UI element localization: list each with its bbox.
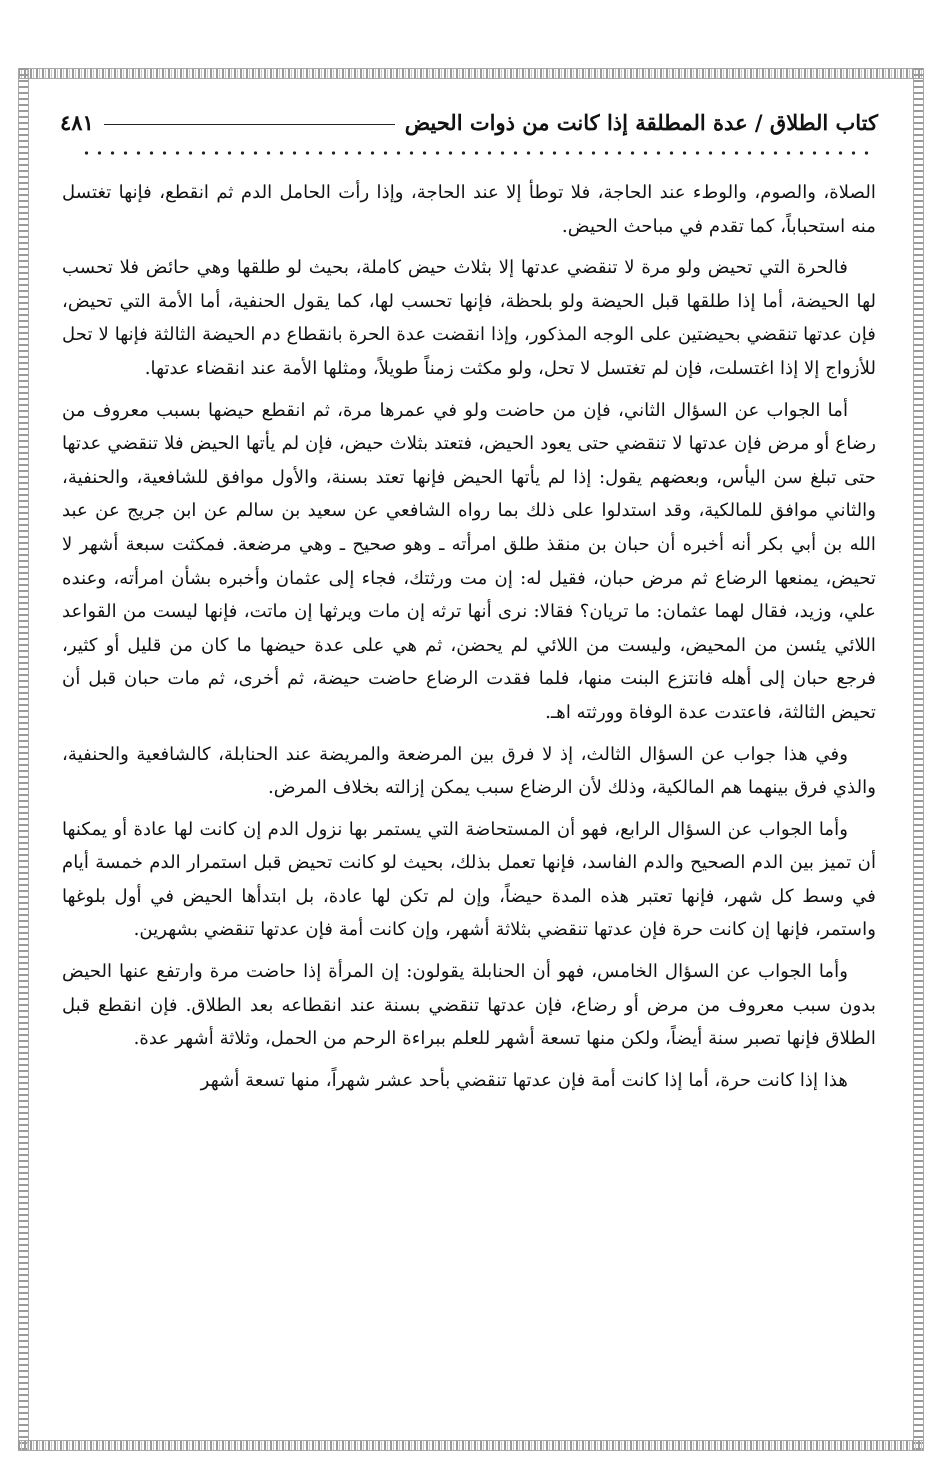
page-number: ٤٨١ <box>60 109 94 135</box>
paragraph: أما الجواب عن السؤال الثاني، فإن من حاضت ولو في عمرها مرة، ثم انقطع حيضها بسبب معروف من رضاع أو مرض فإن عدتها لا تنقضي حتى يعود الحيض، فتعتد بثلاث حيض، فإن لم يأتها الحيض فلا تنقضي عدتها حتى تبلغ سن اليأس، وبعضهم يقول: إذا لم يأتها الحيض فإنها تعتد بسنة، والأول موافق للشافعية، والحنفية، والثاني موافق للمالكية، وقد استدلوا على ذلك بما رواه الشافعي عن سعيد بن سالم عن ابن جريج عن عبد الله بن أبي بكر أنه أخبره أن حبان بن منقذ طلق امرأته ـ وهو صحيح ـ وهي مرضعة. فمكثت سبعة أشهر لا تحيض، يمنعها الرضاع ثم مرض حبان، فقيل له: إن مت ورثتك، فجاء إلى عثمان وأخبره بشأن امرأته، وعنده علي، وزيد، فقال لهما عثمان: ما تريان؟ فقالا: نرى أنها ترثه إن مات ويرثها إن ماتت، فإنها ليست من القواعد اللائي يئسن من المحيض، وليست من اللائي لم يحضن، ثم هي على عدة حيضها ما كان من قليل أو كثير، فرجع حبان إلى أهله فانتزع البنت منها، فلما فقدت الرضاع حاضت حيضة، ثم أخرى، ثم مات حبان قبل أن تحيض الثالثة، فاعتدت عدة الوفاة وورثته اهـ. <box>62 399 876 723</box>
page-border-bottom <box>18 1440 924 1451</box>
paragraph: هذا إذا كانت حرة، أما إذا كانت أمة فإن عدتها تنقضي بأحد عشر شهراً، منها تسعة أشهر <box>200 1069 848 1091</box>
page-border-top <box>18 68 924 79</box>
paragraph: الصلاة، والصوم، والوطء عند الحاجة، فلا توطأ إلا عند الحاجة، وإذا رأت الحامل الدم ثم انقطع، فإنها تغتسل منه استحباباً، كما تقدم في مباحث الحيض. <box>62 182 876 237</box>
dotted-separator <box>80 144 876 162</box>
paragraph: وأما الجواب عن السؤال الرابع، فهو أن المستحاضة التي يستمر بها نزول الدم إن كانت لها عادة أو يمكنها أن تميز بين الدم الصحيح والدم الفاسد، فإنها تعمل بذلك، بحيث لو كانت تحيض قبل استمرار الدم خمسة أيام في وسط كل شهر، فإنها تعتبر هذه المدة حيضاً، وإن لم تكن لها عادة، بل ابتدأها الحيض في أول بلوغها واستمر، فإنها إن كانت حرة فإن عدتها تنقضي بثلاثة أشهر، وإن كانت أمة فإن عدتها تنقضي بشهرين. <box>62 818 876 941</box>
running-header <box>60 104 878 140</box>
paragraph: فالحرة التي تحيض ولو مرة لا تنقضي عدتها إلا بثلاث حيض كاملة، بحيث لو طلقها وهي حائض فلا تحسب لها الحيضة، أما إذا طلقها قبل الحيضة ولو بلحظة، فإنها تحسب لها، كما يقول الحنفية، أما الأمة التي تحيض، فإن عدتها تنقضي بحيضتين على الوجه المذكور، وإذا انقضت عدة الحرة بانقطاع دم الحيضة الثالثة فإنها لا تحل للأزواج إلا إذا اغتسلت، فإن لم تغتسل لا تحل، ولو مكثت زمناً طويلاً، ومثلها الأمة عند انقضاء عدتها. <box>62 257 876 379</box>
header-rule <box>104 124 395 125</box>
paragraph: وأما الجواب عن السؤال الخامس، فهو أن الحنابلة يقولون: إن المرأة إذا حاضت مرة وارتفع عنها الحيض بدون سبب معروف من مرض أو رضاع، فإن عدتها تنقضي بسنة عند انقطاعه بعد الطلاق. فإن انقطع قبل الطلاق فإنها تصبر سنة أيضاً، ولكن منها تسعة أشهر للعلم ببراءة الرحم من الحمل، وثلاثة أشهر عدة. <box>62 961 876 1050</box>
running-header-title: كتاب الطلاق / عدة المطلقة إذا كانت من ذوات الحيض <box>404 109 878 135</box>
paragraph: وفي هذا جواب عن السؤال الثالث، إذ لا فرق بين المرضعة والمريضة عند الحنابلة، كالشافعية والحنفية، والذي فرق بينهما هم المالكية، وذلك لأن الرضاع سبب يمكن إزالته بخلاف المرض. <box>62 743 876 799</box>
page-border-left <box>18 68 29 1450</box>
page-border-right <box>913 68 924 1450</box>
body-text <box>62 176 876 1105</box>
